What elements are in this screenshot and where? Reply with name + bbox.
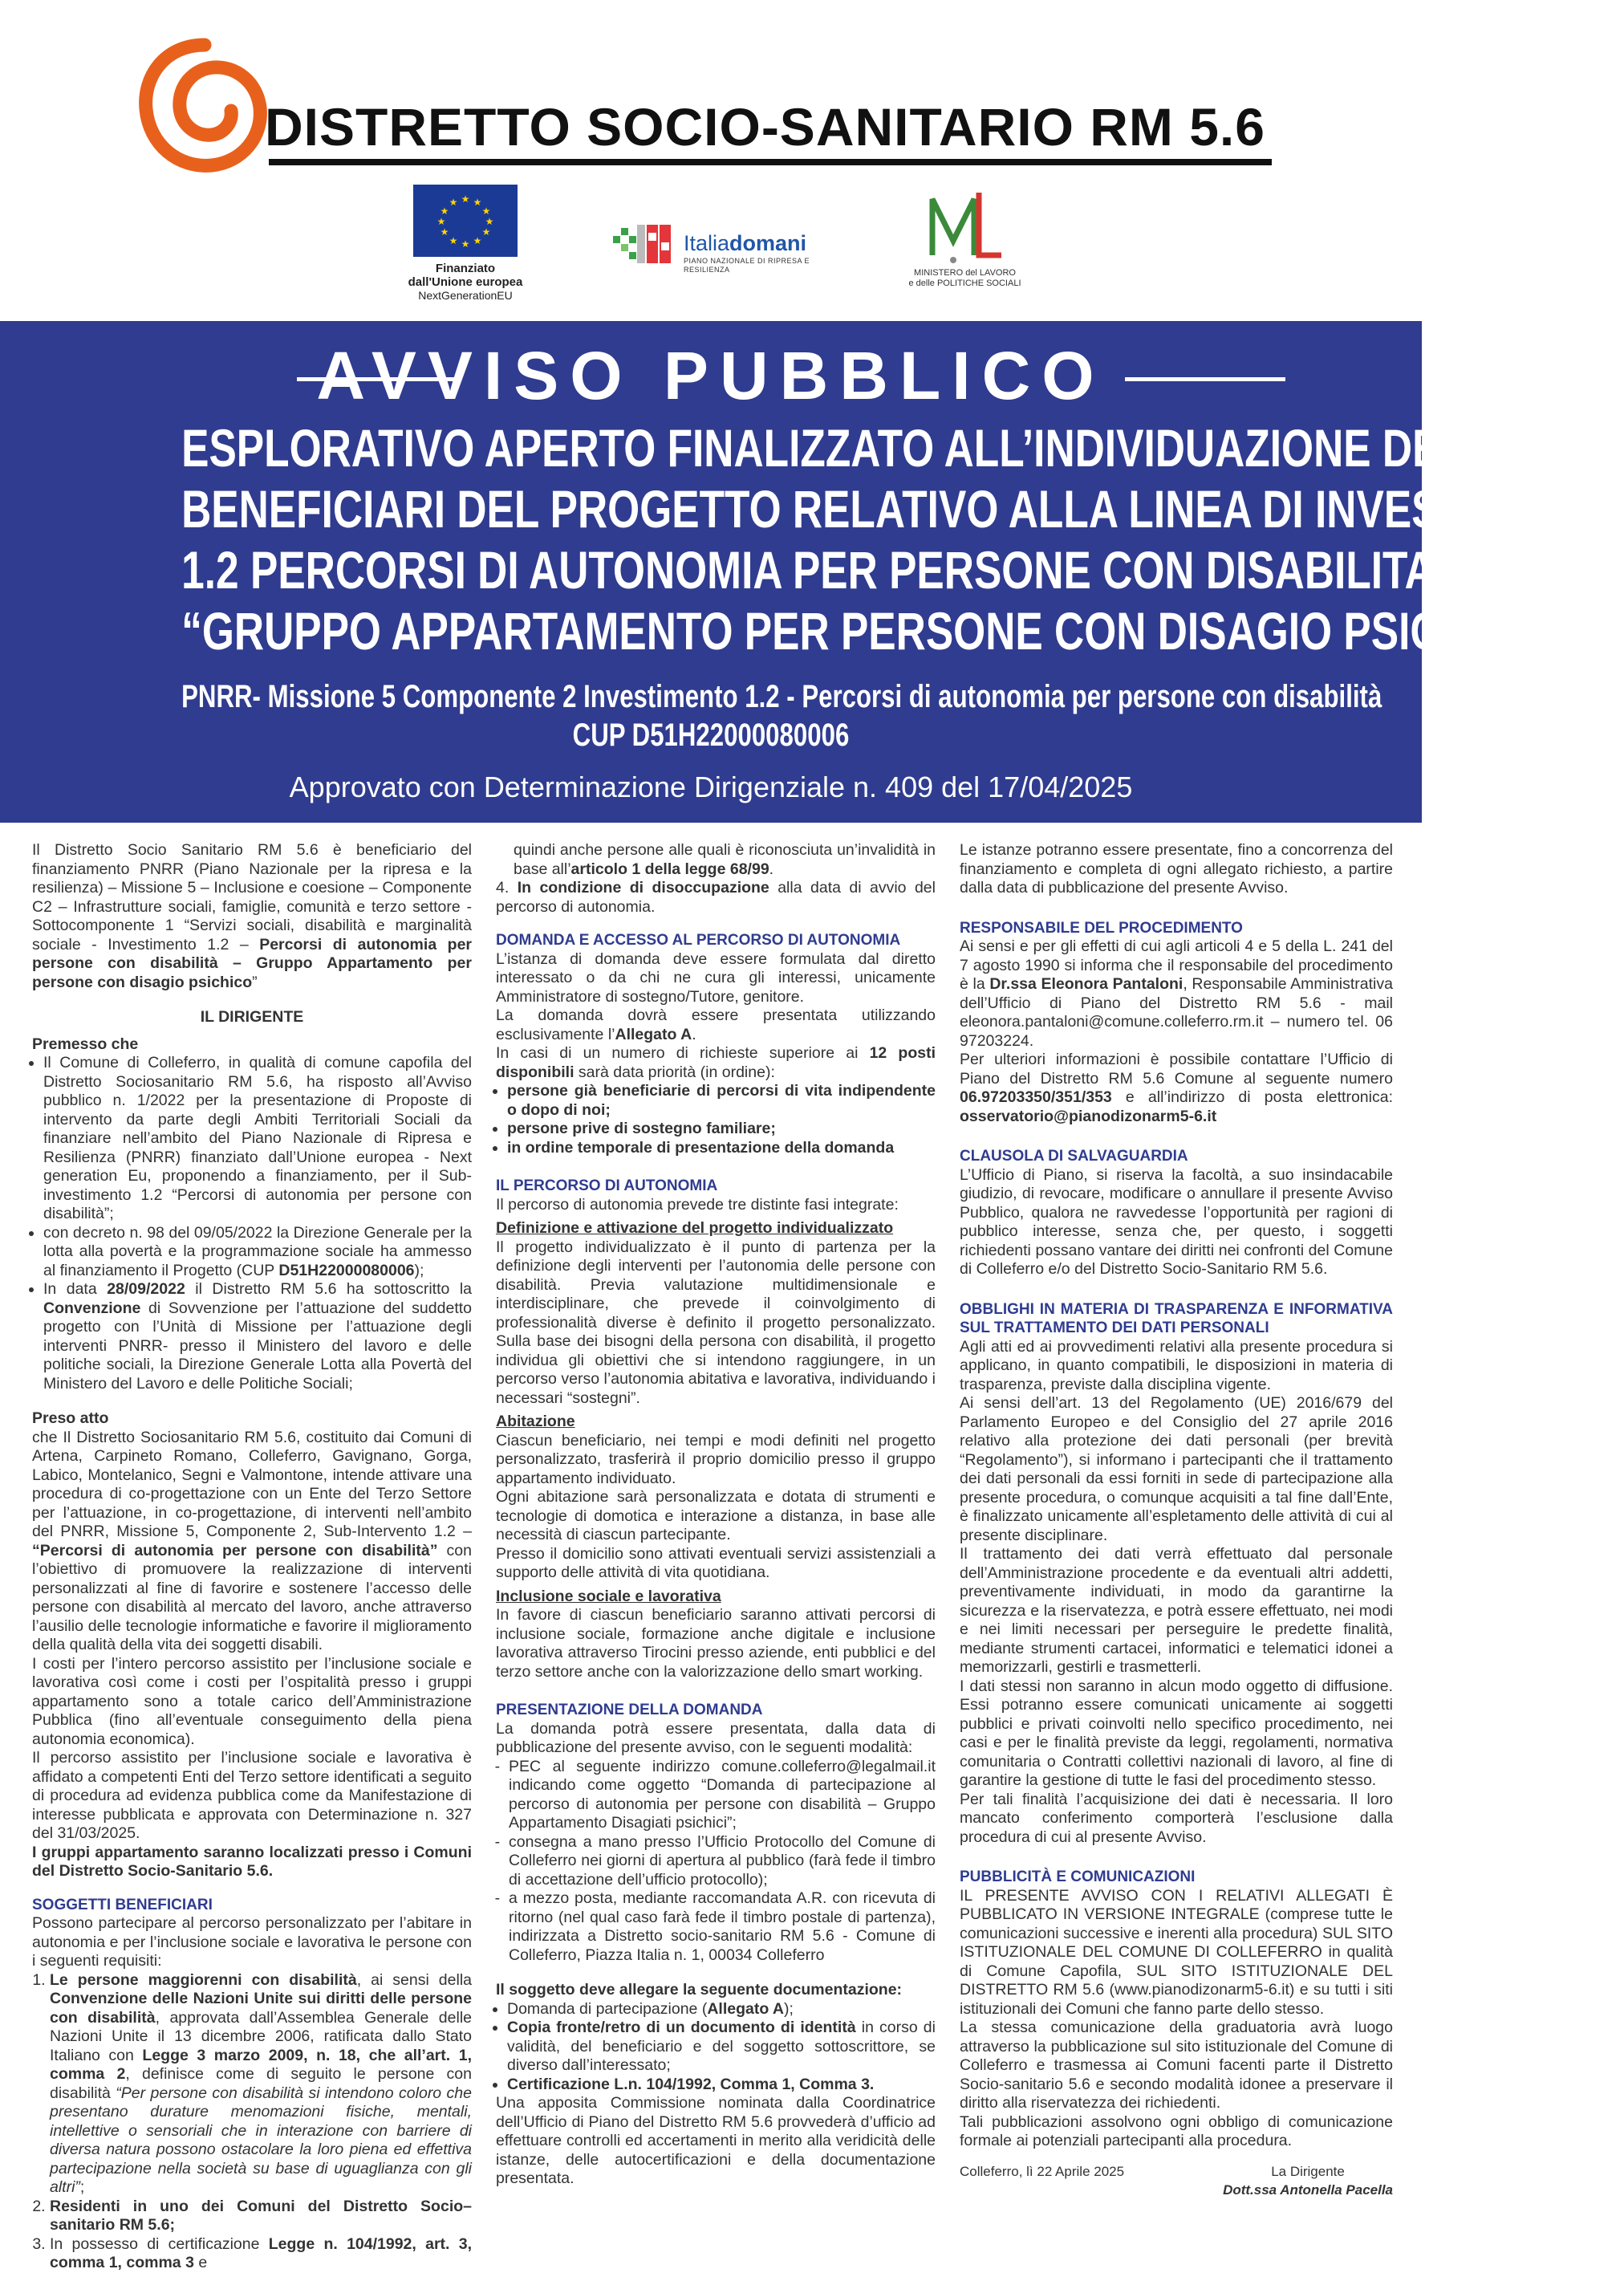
- doc-text: Domanda di partecipazione (: [507, 1999, 708, 2018]
- svg-text:★: ★: [485, 216, 494, 227]
- svg-text:★: ★: [440, 205, 449, 217]
- costi-paragraph: I costi per l’intero percorso assistito per l’inclusione sociale e lavorativa così come i costi per l’ospitalità presso i gruppi appartamento sono a totale carico dell’Amministrazione Pubblica (fino all’eventuale conseguimento della piena autonomia economica).: [32, 1654, 472, 1748]
- soggetti-item: [50, 2198, 472, 2235]
- clausola-heading: CLAUSOLA DI SALVAGUARDIA: [960, 1148, 1188, 1165]
- svg-text:★: ★: [481, 205, 491, 217]
- signature: [1223, 2162, 1393, 2200]
- posti-bold: 12 posti disponibili: [496, 1044, 936, 1081]
- doc-bold: Allegato A: [707, 1999, 785, 2018]
- svg-text:★: ★: [449, 235, 458, 246]
- commissione-paragraph: Una apposita Commissione nominata dalla Coordinatrice dell’Ufficio di Piano del Distretto RM 5.6 provvederà d’ufficio ad effettuare controlli ed accertamenti in merito alla veridicità delle istanze, delle autocertificazioni e della documentazione presentata.: [496, 2094, 936, 2187]
- domanda-p3: [496, 1044, 936, 1082]
- soggetti-item: [50, 2235, 472, 2273]
- percorso-heading: IL PERCORSO DI AUTONOMIA: [496, 1177, 718, 1194]
- domanda-p1: L’istanza di domanda deve essere formulata dal diretto interessato o da chi ne cura gli interessi, unicamente Amministratore di sostegno/Tutore, genitore.: [496, 949, 936, 1006]
- documentazione-list: [496, 2000, 936, 2095]
- resp-bold: Dr.ssa Eleonora Pantaloni: [989, 975, 1183, 993]
- s1-text: ;: [79, 2178, 85, 2196]
- svg-text:★: ★: [473, 197, 482, 208]
- eu-caption-3: NextGenerationEU: [418, 289, 513, 302]
- svg-text:★: ★: [449, 197, 458, 208]
- documentazione-item: [507, 2019, 936, 2076]
- documentazione-heading: Il soggetto deve allegare la seguente documentazione:: [496, 1981, 903, 1999]
- pubblicita-p3: Tali pubblicazioni assolvono ogni obbligo di comunicazione formale ai potenziali partecipanti alla procedura.: [960, 2112, 1393, 2149]
- convenzione-bold: Convenzione: [43, 1299, 141, 1317]
- pubblicita-p1: IL PRESENTE AVVISO CON I RELATIVI ALLEGATI È PUBBLICATO IN VERSIONE INTEGRALE (comprese tutte le comunicazioni successive e inerenti alla procedura) SUL SITO ISTITUZIONALE DEL COMUNE DI COLLEFERRO in qualità di Comune Capofila, SUL SITO ISTITUZIONALE DEL DISTRETTO RM 5.6 (www.pianodizonarm5-6.it) e su tutti i siti istituzionali dei Comuni che fanno parte dello stesso.: [960, 1886, 1393, 2018]
- italia-domani-icon: [610, 218, 680, 270]
- signature-block: [960, 2162, 1393, 2200]
- allegato-bold: Allegato A: [615, 1025, 692, 1043]
- ministero-caption-2: e delle POLITICHE SOCIALI: [908, 279, 1021, 288]
- obblighi-p1: Agli atti ed ai provvedimenti relativi alla presente procedura si applicano, in quanto compatibili, le disposizioni in materia di trasparenza, previste dalla disciplina vigente.: [960, 1337, 1393, 1393]
- s3-text: In possesso di certificazione: [50, 2234, 269, 2253]
- s1-text: , definisce come di seguito le persone con disabilità: [50, 2065, 472, 2102]
- premesso-item-text: con decreto n. 98 del 09/05/2022 la Direzione Generale per la lotta alla povertà e la programmazione sociale ha ammesso al finanziamento il Progetto (CUP: [43, 1223, 472, 1279]
- subtitle-line-5: PNRR- Missione 5 Componente 2 Investimento 1.2 - Percorsi di autonomia per persone con disabilità: [181, 679, 1382, 714]
- preso-text: che Il Distretto Sociosanitario RM 5.6, costituito dai Comuni di Artena, Carpineto Romano, Colleferro, Gavignano, Gorga, Labico, Montelanico, Segni e Valmontone, intende attivare una procedura di co-progettazione con un Ente del Terzo Settore per l’attuazione, in co-progettazione, di interventi nell’ambito del PNRR, Missione 5, Componente 2, Sub-Intervento 1.2 –: [32, 1428, 472, 1540]
- priority-list: [496, 1082, 936, 1157]
- abitazione-p2: Ogni abitazione sarà personalizzata e dotata di strumenti e tecnologie di domotica e interazione a distanza, in base alle necessità di ciascun partecipante.: [496, 1488, 936, 1543]
- doc-text: in corso di validità, del beneficiario e del soggetto sottoscrittore, se diverso dall’interessato;: [507, 2019, 936, 2074]
- ministero-ml-icon: [921, 185, 1009, 265]
- percorso-paragraph: Il percorso assistito per l’inclusione sociale e lavorativa è affidato a competenti Enti del Terzo settore identificati a seguito di procedura ad evidenza pubblica come da Manifestazione di interesse pubblicata e approvata con Determinazione n. 327 del 31/03/2025.: [32, 1749, 472, 1842]
- modalita-item: - a mezzo posta, mediante raccomandata A.R. con ricevuta di ritorno (nel qual caso farà fede il timbro postale di partenza), indirizzata a Distretto socio-sanitario RM 5.6 - Comune di Colleferro, Piazza Italia n. 1, 00034 Colleferro: [509, 1889, 936, 1965]
- ministero-caption-1: MINISTERO del LAVORO: [914, 268, 1016, 278]
- gruppi-paragraph: I gruppi appartamento saranno localizzati presso i Comuni del Distretto Socio-Sanitario 5.6.: [32, 1843, 472, 1880]
- s1-text: , ai sensi della: [356, 1970, 472, 1989]
- premesso-item: [43, 1224, 472, 1281]
- premesso-item: [43, 1280, 472, 1393]
- resp-text: e all’indirizzo di posta elettronica:: [1111, 1088, 1393, 1106]
- documentazione-item: [507, 2000, 936, 2019]
- ministero-logo: [899, 185, 1031, 289]
- subtitle-line-1: ESPLORATIVO APERTO FINALIZZATO ALL’INDIVIDUAZIONE DEI: [181, 418, 1451, 478]
- percorso-intro: Il percorso di autonomia prevede tre distinte fasi integrate:: [496, 1195, 899, 1214]
- premesso-item-text: );: [414, 1261, 424, 1279]
- date-bold: 28/09/2022: [107, 1280, 185, 1298]
- obblighi-heading: OBBLIGHI IN MATERIA DI TRASPARENZA E INFORMATIVA SUL TRATTAMENTO DEI DATI PERSONALI: [960, 1300, 1393, 1336]
- title-band: [0, 321, 1624, 823]
- s2-bold: Residenti in uno dei Comuni del Distretto Socio–sanitario RM 5.6;: [50, 2197, 472, 2234]
- domanda-text: sarà data priorità (in ordine):: [574, 1063, 775, 1081]
- subtitle-line-3: 1.2 PERCORSI DI AUTONOMIA PER PERSONE CON DISABILITA’: [181, 540, 1444, 600]
- istanze-paragraph: Le istanze potranno essere presentate, fino a concorrenza del finanziamento e completa di ogni allegato richiesto, a partire dalla data di pubblicazione del presente Avviso.: [960, 841, 1393, 897]
- svg-text:★: ★: [436, 216, 446, 227]
- premesso-list: [32, 1054, 472, 1393]
- s3-cont-bold: articolo 1 della legge 68/99: [570, 860, 769, 878]
- presentazione-heading: PRESENTAZIONE DELLA DOMANDA: [496, 1702, 763, 1718]
- doc-bold: Certificazione L.n. 104/1992, Comma 1, Comma 3.: [507, 2075, 875, 2093]
- preso-paragraph: [32, 1429, 472, 1655]
- district-title: DISTRETTO SOCIO-SANITARIO RM 5.6: [265, 97, 1265, 157]
- premesso-item: [43, 1054, 472, 1224]
- domanda-heading: DOMANDA E ACCESSO AL PERCORSO DI AUTONOMIA: [496, 932, 901, 949]
- s4-item: [496, 879, 936, 917]
- italia-sub: PIANO NAZIONALE DI RIPRESA E RESILIENZA: [684, 257, 810, 274]
- preso-bold: “Percorsi di autonomia per persone con disabilità”: [32, 1541, 438, 1559]
- obblighi-p3: Il trattamento dei dati verrà effettuato dal personale dell’Amministrazione procedente e da eventuali altri addetti, preventivamente individuati, in modo da garantirne la sicurezza e la riservatezza, e potrà essere effettuato, nei modi e nei limiti necessari per perseguire le predette finalità, mediante strumenti cartacei, informatici e telematici idonei a memorizzarli, gestirli e trasmetterli.: [960, 1545, 1393, 1676]
- premesso-heading: Premesso che: [32, 1035, 139, 1053]
- resp-bold: osservatorio@pianodizonarm5-6.it: [960, 1107, 1217, 1125]
- preso-heading: Preso atto: [32, 1409, 109, 1427]
- modalita-item: - PEC al seguente indirizzo comune.colleferro@legalmail.it indicando come oggetto “Domanda di partecipazione al percorso di autonomia per persone con disabilità – Gruppo Appartamento Disagiati psichici”;: [509, 1758, 936, 1833]
- column-3: [960, 841, 1393, 2200]
- pubblicita-heading: PUBBLICITÀ E COMUNICAZIONI: [960, 1868, 1196, 1885]
- responsabile-p1: [960, 937, 1393, 1051]
- inclusione-paragraph: In favore di ciascun beneficiario saranno attivati percorsi di inclusione sociale, formazione anche digitale e inclusione lavorativa attraverso Tirocini presso aziende, enti pubblici e del terzo settore anche con la valorizzazione dello smart working.: [496, 1606, 936, 1681]
- italia-name-b: domani: [729, 231, 807, 255]
- eu-logo: [405, 185, 526, 303]
- presentazione-paragraph: La domanda potrà essere presentata, dalla data di pubblicazione del presente avviso, con le seguenti modalità:: [496, 1719, 936, 1756]
- svg-text:★: ★: [440, 226, 449, 238]
- premesso-item-text: di Sovvenzione per l’attuazione del suddetto progetto con l’Unità di Missione per l’attuazione degli interventi PNRR- presso il Ministero del lavoro e delle politiche sociali, la Direzione Generale Lotta alla Povertà del Ministero del Lavoro e delle Politiche Sociali;: [43, 1299, 472, 1393]
- priority-item: • in ordine temporale di presentazione della domanda: [507, 1139, 936, 1158]
- column-1: [32, 841, 472, 2273]
- doc-text: );: [784, 1999, 794, 2018]
- s3-cont-text: quindi anche persone alle quali è riconosciuta un’invalidità in base all’: [514, 841, 936, 878]
- s3-continued: [496, 841, 936, 879]
- inclusione-heading: Inclusione sociale e lavorativa: [496, 1587, 721, 1605]
- title-underline: [269, 159, 1272, 165]
- obblighi-p4: I dati stessi non saranno in alcun modo oggetto di diffusione. Essi potranno essere comunicati unicamente ai soggetti pubblici e privati coinvolti nello specifico procedimento, nei casi e per le finalità previste da leggi, regolamenti, normativa comunitaria o Contratti collettivi nazionali di lavoro, al fine di garantire la gestione di tutte le fasi del procedimento stesso.: [960, 1677, 1393, 1789]
- intro-text: Il Distretto Socio Sanitario RM 5.6 è beneficiario del finanziamento PNRR (Piano Nazionale per la ripresa e la resilienza) – Missione 5 – Inclusione e coesione – Componente C2 – Infrastrutture sociali, famiglie, comunità e terzo settore - Sottocomponente 1 “Servizi sociali, disabilità e marginalità sociale - Investimento 1.2 –: [32, 841, 472, 954]
- s1-bold: Le persone maggiorenni con disabilità: [50, 1970, 357, 1989]
- resp-text: , Responsabile Amministrativa dell’Ufficio di Piano del Distretto RM 5.6 - mail eleonora.pantaloni@comune.colleferro.rm.it – numero tel. 06 97203224.: [960, 975, 1393, 1050]
- avviso-title: AVVISO PUBBLICO: [316, 338, 1106, 413]
- swirl-logo-icon: [128, 30, 281, 183]
- domanda-p2: [496, 1006, 936, 1044]
- priority-item: • persone prive di sostegno familiare;: [507, 1120, 936, 1139]
- dirigente-heading: IL DIRIGENTE: [200, 1008, 304, 1026]
- premesso-item-text: Il Comune di Colleferro, in qualità di comune capofila del Distretto Sociosanitario RM 5.6, ha risposto all’Avviso pubblico n. 1/2022 per la presentazione di Proposte di intervento da parte degli Ambiti Territoriali Sociali da finanziare nell’ambito del Piano Nazionale di Ripresa e Resilienza (PNRR) finanziato dall’Unione europea - Next generation Eu, proponendo a finanziamento, per il Sub-investimento 1.2 “Percorsi di autonomia per persone con disabilità”;: [43, 1054, 472, 1222]
- eu-caption-2: dall'Unione europea: [408, 275, 523, 289]
- premesso-item-text: il Distretto RM 5.6 ha sottoscritto la: [185, 1280, 472, 1298]
- responsabile-heading: RESPONSABILE DEL PROCEDIMENTO: [960, 919, 1243, 937]
- soggetti-item: [50, 1971, 472, 2198]
- cup-bold: D51H22000080006: [278, 1261, 415, 1279]
- s1-bold: Convenzione delle Nazioni Unite sui diritti delle persone con disabilità: [50, 1990, 472, 2027]
- s1-bold: Legge 3 marzo 2009, n. 18, che all’art. 1, comma 2: [50, 2046, 472, 2083]
- soggetti-heading: SOGGETTI BENEFICIARI: [32, 1896, 213, 1913]
- abitazione-p3: Presso il domicilio sono attivati eventuali servizi assistenziali a supporto delle attività di vita quotidiana.: [496, 1544, 936, 1581]
- resp-text: Per ulteriori informazioni è possibile contattare l’Ufficio di Piano del Distretto RM 5.6 Comune al seguente numero: [960, 1051, 1393, 1088]
- abitazione-heading: Abitazione: [496, 1413, 575, 1430]
- cup-code: CUP D51H22000080006: [572, 718, 850, 753]
- clausola-paragraph: L’Ufficio di Piano, si riserva la facoltà, a suo insindacabile giudizio, di revocare, modificare o annullare il presente Avviso Pubblico, qualora ne ravvedesse l’opportunità per ragioni di pubblico interesse, senza che, per questo, i soggetti richiedenti possano vantare dei diritti nei confronti del Comune di Colleferro e/o del Distretto Socio-Sanitario RM 5.6.: [960, 1165, 1393, 1278]
- subtitle-line-4: “GRUPPO APPARTAMENTO PER PERSONE CON DISAGIO PSICHICO”: [181, 601, 1564, 661]
- preso-text: con l’obiettivo di promuovere la realizzazione di interventi personalizzati al fine di favorire e sostenere l’accesso delle persone con disabilità al mercato del lavoro, anche attraverso l’ausilio delle tecnologie informatiche e favorire il miglioramento della qualità della vita dei soggetti disabili.: [32, 1541, 472, 1653]
- resp-text: Ai sensi e per gli effetti di cui agli articoli 4 e 5 della L. 241 del 7 agosto 1990 si informa che il responsabile del procedimento è la: [960, 937, 1393, 993]
- documentazione-item: [507, 2076, 936, 2095]
- responsabile-p2: [960, 1051, 1393, 1126]
- soggetti-list: [32, 1971, 472, 2273]
- approvato-line: Approvato con Determinazione Dirigenziale n. 409 del 17/04/2025: [289, 771, 1133, 803]
- domanda-text: In casi di un numero di richieste superiore ai: [496, 1044, 870, 1062]
- s1-text: , approvata dall’Assemblea Generale delle Nazioni Unite il 13 dicembre 2006, ratificata dallo Stato Italiano con: [50, 2008, 472, 2064]
- priority-item: • persone già beneficiarie di percorsi di vita indipendente o dopo di noi;: [507, 1082, 936, 1120]
- premesso-item-text: In data: [43, 1280, 108, 1298]
- intro-paragraph: [32, 841, 472, 992]
- s3-bold: Legge n. 104/1992, art. 3, comma 1, comma 3: [50, 2234, 472, 2271]
- s4-bold: In condizione di disoccupazione: [517, 879, 769, 897]
- intro-bold: Percorsi di autonomia per persone con disabilità – Gruppo Appartamento per persone con disagio psichico: [32, 935, 473, 991]
- column-2: [496, 841, 936, 2189]
- subtitle-line-2: BENEFICIARI DEL PROGETTO RELATIVO ALLA LINEA DI INVESTIMENTO: [181, 479, 1624, 539]
- definizione-paragraph: Il progetto individualizzato è il punto di partenza per la definizione degli interventi per l’autonomia delle persone con disabilità. Previa valutazione multidimensionale e interdisciplinare, che prevede il coinvolgimento di professionalità diverse è definito il progetto personalizzato. Sulla base dei bisogni della persona con disabilità, il progetto individua gli obiettivi che si intendono raggiungere, in un percorso verso l’autonomia abitativa e lavorativa, individuando i necessari “sostegni”.: [496, 1238, 936, 1407]
- obblighi-p2: Ai sensi dell’art. 13 del Regolamento (UE) 2016/679 del Parlamento Europeo e del Consiglio del 27 aprile 2016 relativo alla protezione dei dati personali (per brevità “Regolamento”), si informano i partecipanti che il trattamento dei dati personali da essi forniti in sede di partecipazione alla presente procedura, o comunque acquisiti a tal fine dall’Ente, è finalizzato unicamente all’espletamento delle attività di cui al presente disciplinare.: [960, 1394, 1393, 1544]
- intro-end: ”: [252, 973, 258, 991]
- s4-text: alla data di avvio del percorso di autonomia.: [496, 879, 936, 916]
- place-date: Colleferro, lì 22 Aprile 2025: [960, 2163, 1125, 2179]
- sign-role: La Dirigente: [1271, 2163, 1345, 2179]
- resp-bold: 06.97203350/351/353: [960, 1088, 1112, 1106]
- obblighi-p5: Per tali finalità l’acquisizione dei dati è necessaria. Il loro mancato conferimento comporterà l’esclusione dalla procedura di cui al presente Avviso.: [960, 1790, 1393, 1846]
- svg-text:★: ★: [473, 235, 482, 246]
- doc-bold: Copia fronte/retro di un documento di identità: [507, 2019, 856, 2036]
- domanda-text: .: [692, 1025, 696, 1043]
- svg-text:★: ★: [461, 238, 470, 250]
- eu-flag-icon: [413, 185, 518, 257]
- s1-quote: “Per persone con disabilità si intendono coloro che presentano durature menomazioni fisiche, mentali, intellettive o sensoriali che in interazione con barriere di diversa natura possono ostacolare la loro piena ed effettiva partecipazione nella società su base di uguaglianza con gli altri”: [50, 2084, 472, 2196]
- domanda-text: La domanda dovrà essere presentata utilizzando esclusivamente l’: [496, 1006, 936, 1043]
- eu-caption-1: Finanziato: [435, 262, 496, 275]
- soggetti-paragraph: Possono partecipare al percorso personalizzato per l’abitare in autonomia e per l’inclusione sociale e lavorativa le persone con i seguenti requisiti:: [32, 1914, 472, 1970]
- definizione-heading: Definizione e attivazione del progetto individualizzato: [496, 1219, 894, 1237]
- s3-cont-text: .: [769, 860, 774, 878]
- s4-num: 4.: [496, 879, 510, 897]
- pubblicita-p2: La stessa comunicazione della graduatoria avrà luogo attraverso la pubblicazione sul sito istituzionale del Comune di Colleferro e trasmessa ai Comuni facenti parte il Distretto Socio-sanitario 5.6 e secondo modalità idonee a preservare il diritto alla riservatezza dei richiedenti.: [960, 2019, 1393, 2112]
- s3-text: e: [193, 2254, 208, 2271]
- italia-name-a: Italia: [684, 231, 730, 255]
- sign-name: Dott.ssa Antonella Pacella: [1223, 2182, 1393, 2198]
- modalita-list: [496, 1758, 936, 1966]
- svg-text:★: ★: [461, 193, 470, 205]
- svg-text:★: ★: [481, 226, 491, 238]
- modalita-item: - consegna a mano presso l’Ufficio Protocollo del Comune di Colleferro nei giorni di apertura al pubblico (farà fede il timbro di accettazione dell’ufficio protocollo);: [509, 1833, 936, 1890]
- abitazione-p1: Ciascun beneficiario, nei tempi e modi definiti nel progetto personalizzato, trasferirà il proprio domicilio presso il gruppo appartamento individuato.: [496, 1431, 936, 1487]
